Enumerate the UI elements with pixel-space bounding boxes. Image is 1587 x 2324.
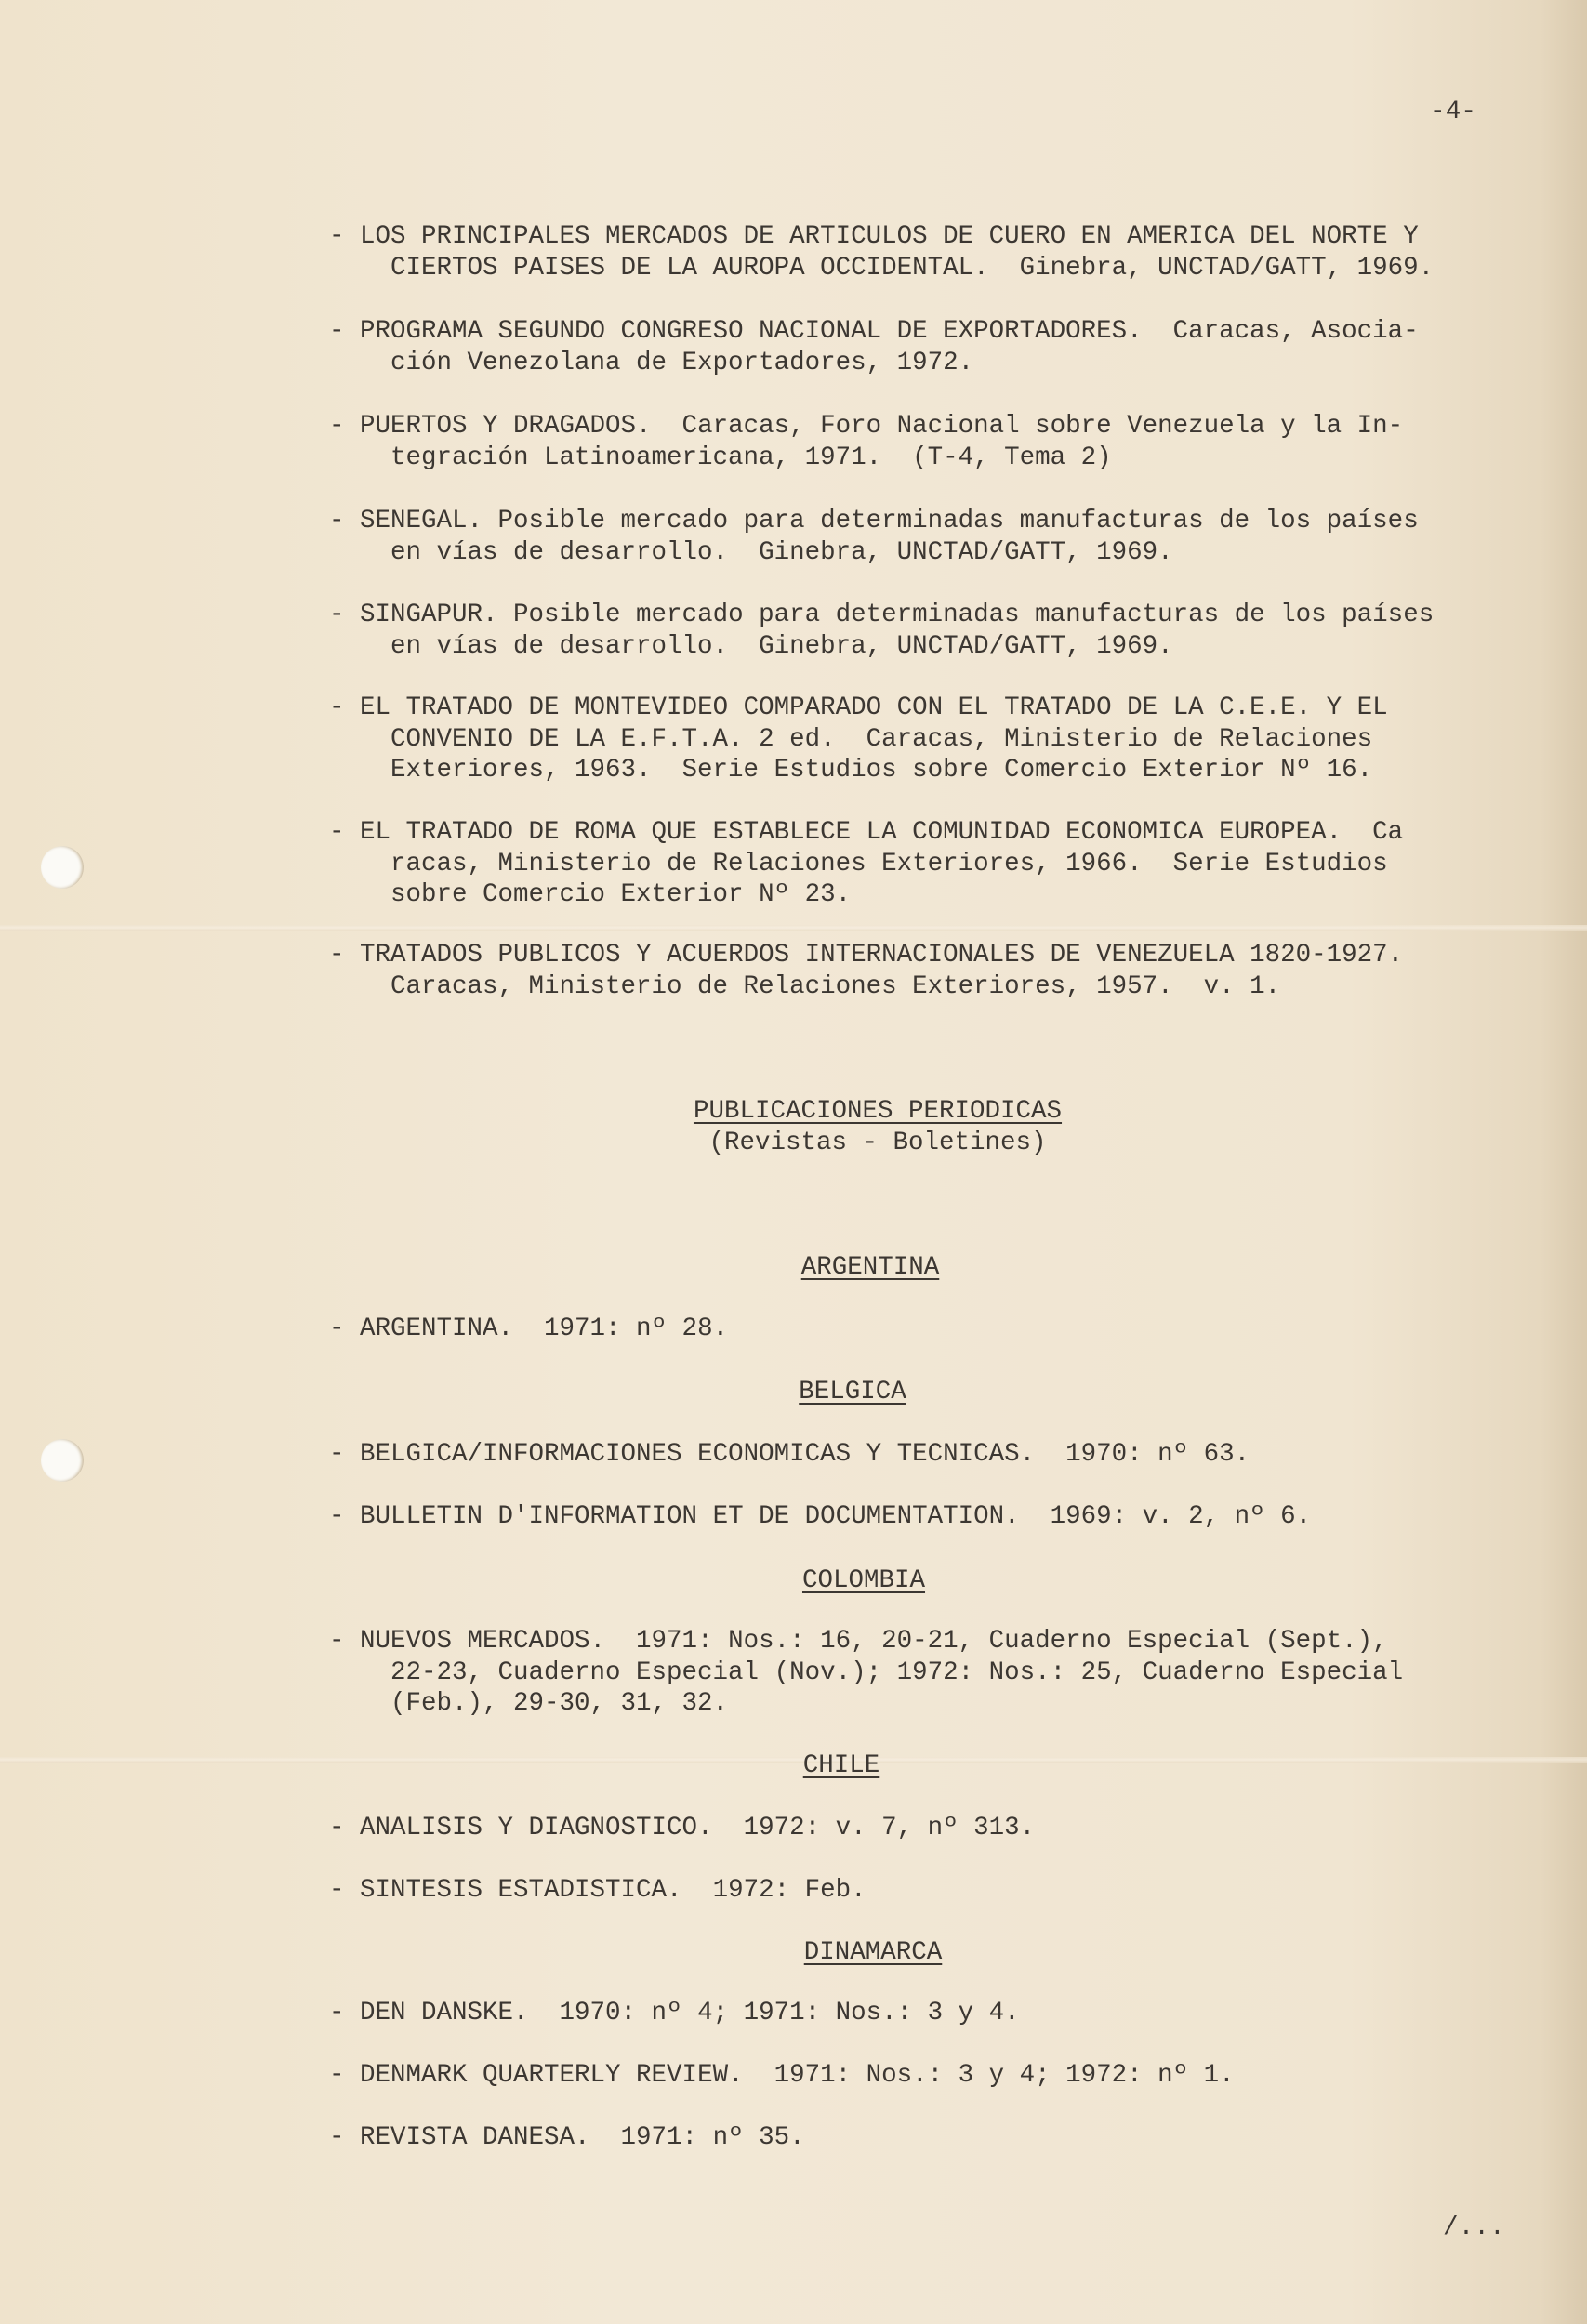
page-number: -4- — [1430, 98, 1477, 126]
country-heading: ARGENTINA — [800, 1253, 940, 1282]
bibliography-entry: - PROGRAMA SEGUNDO CONGRESO NACIONAL DE EXPORTADORES. Caracas, Asocia- ción Venezolana de Exportadores, 1972. — [329, 317, 1419, 377]
country-heading: COLOMBIA — [801, 1566, 926, 1595]
bibliography-entry: - SENEGAL. Posible mercado para determinadas manufacturas de los países en vías de desarrollo. Ginebra, UNCTAD/GATT, 1969. — [329, 507, 1419, 567]
bibliography-entry: - TRATADOS PUBLICOS Y ACUERDOS INTERNACIONALES DE VENEZUELA 1820-1927. Caracas, Ministerio de Relaciones Exteriores, 1957. v. 1. — [329, 941, 1404, 1001]
periodical-entry: - BULLETIN D'INFORMATION ET DE DOCUMENTATION. 1969: v. 2, nº 6. — [329, 1502, 1312, 1531]
periodical-entry: - ARGENTINA. 1971: nº 28. — [329, 1314, 729, 1343]
country-heading: DINAMARCA — [803, 1938, 943, 1967]
bibliography-entry: - EL TRATADO DE MONTEVIDEO COMPARADO CON EL TRATADO DE LA C.E.E. Y EL CONVENIO DE LA E.F.T.A. 2 ed. Caracas, Ministerio de Relaciones Exteriores, 1963. Serie Estudios sobre Comercio Exterior Nº 16. — [329, 693, 1388, 785]
periodical-entry: - DEN DANSKE. 1970: nº 4; 1971: Nos.: 3 y 4. — [329, 1999, 1020, 2027]
periodical-entry: - BELGICA/INFORMACIONES ECONOMICAS Y TECNICAS. 1970: nº 63. — [329, 1440, 1250, 1469]
paper-fold — [0, 1757, 1587, 1763]
periodical-entry: - REVISTA DANESA. 1971: nº 35. — [329, 2123, 805, 2152]
periodical-entry: - SINTESIS ESTADISTICA. 1972: Feb. — [329, 1876, 866, 1905]
paper-fold — [0, 925, 1587, 931]
periodical-entry: - DENMARK QUARTERLY REVIEW. 1971: Nos.: 3 y 4; 1972: nº 1. — [329, 2061, 1235, 2090]
section-title: PUBLICACIONES PERIODICAS — [693, 1097, 1063, 1126]
periodical-entry: - ANALISIS Y DIAGNOSTICO. 1972: v. 7, nº 313. — [329, 1814, 1036, 1842]
country-heading: CHILE — [802, 1751, 880, 1780]
continuation-mark: /... — [1443, 2213, 1505, 2242]
punch-hole — [41, 1439, 84, 1482]
bibliography-entry: - PUERTOS Y DRAGADOS. Caracas, Foro Nacional sobre Venezuela y la In- tegración Latinoamericana, 1971. (T-4, Tema 2) — [329, 412, 1404, 472]
country-heading: BELGICA — [799, 1378, 906, 1406]
bibliography-entry: - SINGAPUR. Posible mercado para determinadas manufacturas de los países en vías de desarrollo. Ginebra, UNCTAD/GATT, 1969. — [329, 601, 1435, 661]
section-subtitle: (Revistas - Boletines) — [708, 1129, 1047, 1157]
periodical-entry: - NUEVOS MERCADOS. 1971: Nos.: 16, 20-21, Cuaderno Especial (Sept.), 22-23, Cuaderno Especial (Nov.); 1972: Nos.: 25, Cuaderno Especial (Feb.), 29-30, 31, 32. — [329, 1627, 1404, 1718]
punch-hole — [41, 846, 84, 889]
bibliography-entry: - EL TRATADO DE ROMA QUE ESTABLECE LA COMUNIDAD ECONOMICA EUROPEA. Ca racas, Ministerio de Relaciones Exteriores, 1966. Serie Estudios sobre Comercio Exterior Nº 23. — [329, 818, 1404, 909]
bibliography-entry: - LOS PRINCIPALES MERCADOS DE ARTICULOS DE CUERO EN AMERICA DEL NORTE Y CIERTOS PAISES DE LA AUROPA OCCIDENTAL. Ginebra, UNCTAD/GATT, 1969. — [329, 222, 1435, 283]
